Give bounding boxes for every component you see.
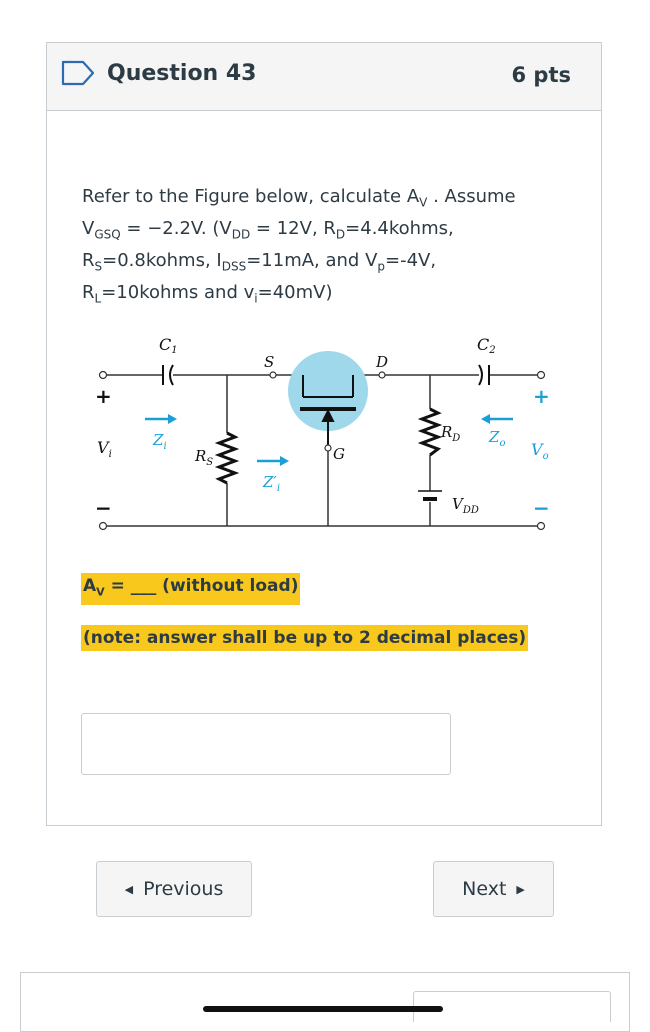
question-points: 6 pts [511,63,571,87]
label-drain: D [376,353,389,371]
question-line-3: $R_S=0.8kohms$, $I_{DSS}=11mA$, and $V_p=-4V$, [82,250,437,274]
zi-arrow [145,414,177,424]
question-line-2: $V_{GSQ} = -2.2V$. ($V_{DD} = 12V$, $R_D=4.4kohms$, [82,218,454,242]
next-question-header-box [413,991,611,1022]
battery-vdd [418,491,442,499]
zi-prime-arrow [257,456,289,466]
previous-label: Previous [143,878,224,900]
question-header [47,43,601,111]
answer-prompt: $A_V$ = ___ (without load) [81,573,300,605]
label-vdd: $V_{DD}$ [452,495,479,516]
home-indicator[interactable] [203,1006,443,1012]
vi-plus-sign: + [95,384,112,408]
label-zi-prime: $Z'_i$ [263,473,281,494]
triangle-right-icon: ▶ [516,882,525,896]
next-label: Next [462,878,507,900]
vo-minus-sign: − [533,496,550,520]
triangle-left-icon: ◀ [124,882,134,896]
capacitor-c2 [479,365,489,385]
next-button[interactable] [433,861,554,917]
label-c2: C2 [477,335,496,356]
label-rd: $R_D$ [441,423,461,444]
question-line-4: $R_L=10kohms$ and $v_i=40mV$) [82,282,333,306]
answer-input[interactable] [81,713,451,775]
jfet-circuit-diagram [77,325,577,535]
capacitor-c1 [163,365,173,385]
resistor-rd [422,409,438,455]
label-c1: C1 [159,335,178,356]
label-zo: $Z_o$ [489,428,506,449]
label-source: S [264,353,275,371]
label-rs: $R_S$ [195,447,214,468]
label-vo: $V_o$ [531,440,549,462]
question-card [46,42,602,826]
zo-arrow [481,414,513,424]
question-line-1: Refer to the Figure below, calculate $A_V$ . Assume [82,186,516,210]
vo-plus-sign: + [533,384,550,408]
question-text [82,181,562,309]
vi-minus-sign: − [95,496,112,520]
label-vi: $V_i$ [97,438,112,460]
previous-button[interactable] [96,861,252,917]
answer-note: (note: answer shall be up to 2 decimal places) [81,625,528,651]
flag-outline-icon[interactable] [61,60,95,86]
question-title: Question 43 [107,61,257,86]
next-question-card [20,972,630,1032]
label-zi: $Z_i$ [153,431,167,452]
label-gate: G [333,445,345,463]
resistor-rs [219,433,235,483]
